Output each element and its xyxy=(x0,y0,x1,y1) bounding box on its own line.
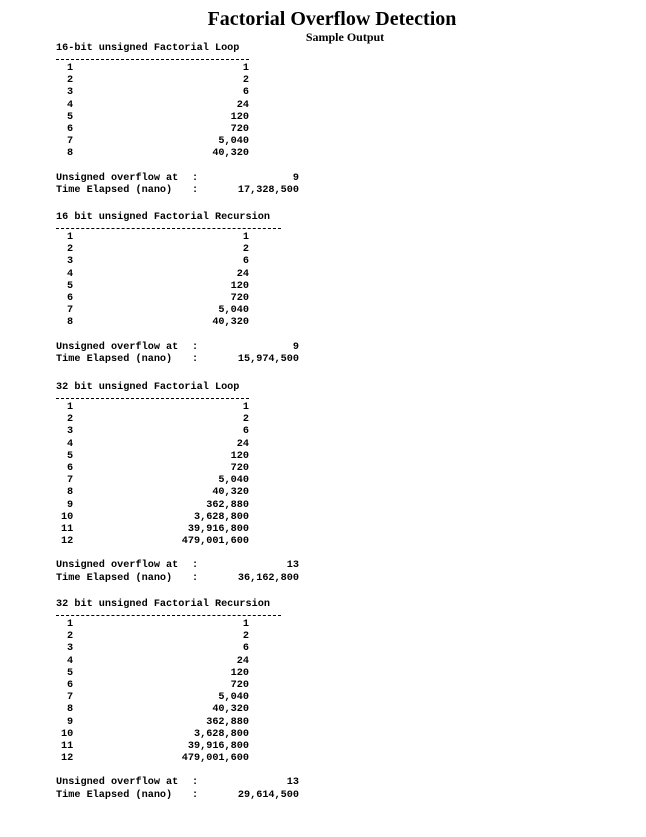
factorial-value: 2 xyxy=(242,75,249,87)
row-index: 2 xyxy=(67,631,74,643)
row-index: 2 xyxy=(67,414,74,426)
overflow-at-row xyxy=(56,560,306,572)
row-index: 1 xyxy=(67,232,74,243)
factorial-value: 3,628,800 xyxy=(193,511,249,523)
row-index: 4 xyxy=(67,655,74,667)
output-section xyxy=(56,212,306,366)
row-index: 5 xyxy=(67,280,74,292)
row-index: 8 xyxy=(67,487,74,499)
table-row xyxy=(56,451,306,463)
factorial-value: 24 xyxy=(236,438,249,450)
table-row xyxy=(56,741,306,753)
table-row xyxy=(56,63,306,75)
colon-separator: : xyxy=(192,572,199,584)
overflow-value: 9 xyxy=(292,172,299,184)
dashed-divider xyxy=(56,228,281,229)
table-row xyxy=(56,426,306,438)
table-row xyxy=(56,692,306,704)
row-index: 4 xyxy=(67,268,74,280)
overflow-at-row xyxy=(56,342,306,354)
factorial-value: 120 xyxy=(230,280,249,292)
factorial-value: 40,320 xyxy=(212,317,249,329)
time-elapsed-row xyxy=(56,790,306,802)
table-row xyxy=(56,680,306,692)
colon-separator: : xyxy=(192,353,199,365)
section-title: 32 bit unsigned Factorial Loop xyxy=(56,382,240,393)
time-label: Time Elapsed (nano) xyxy=(56,789,173,801)
factorial-value: 5,040 xyxy=(218,305,249,317)
colon-separator: : xyxy=(192,341,199,353)
table-row xyxy=(56,293,306,305)
row-index: 8 xyxy=(67,148,74,160)
summary-block xyxy=(56,342,306,367)
factorial-value: 5,040 xyxy=(218,136,249,148)
row-index: 1 xyxy=(67,63,74,74)
row-index: 7 xyxy=(67,136,74,148)
row-index: 11 xyxy=(61,523,74,535)
table-row xyxy=(56,463,306,475)
factorial-value: 24 xyxy=(236,655,249,667)
time-value: 17,328,500 xyxy=(237,184,299,196)
factorial-value: 120 xyxy=(230,450,249,462)
row-index: 6 xyxy=(67,679,74,691)
table-row xyxy=(56,232,306,244)
row-index: 1 xyxy=(67,619,74,630)
overflow-label: Unsigned overflow at xyxy=(56,172,179,184)
document-subtitle: Sample Output xyxy=(305,30,385,44)
time-label: Time Elapsed (nano) xyxy=(56,353,173,365)
table-row xyxy=(56,439,306,451)
row-index: 2 xyxy=(67,244,74,256)
table-row xyxy=(56,475,306,487)
row-index: 7 xyxy=(67,475,74,487)
overflow-label: Unsigned overflow at xyxy=(56,341,179,353)
factorial-value: 6 xyxy=(242,643,249,655)
dashed-divider xyxy=(56,615,281,616)
table-row xyxy=(56,500,306,512)
table-row xyxy=(56,512,306,524)
factorial-value: 720 xyxy=(230,679,249,691)
table-row xyxy=(56,524,306,536)
overflow-value: 13 xyxy=(286,777,299,789)
table-row xyxy=(56,536,306,548)
factorial-table xyxy=(56,619,306,765)
factorial-value: 1 xyxy=(242,232,249,243)
overflow-at-row xyxy=(56,777,306,789)
table-row xyxy=(56,704,306,716)
row-index: 4 xyxy=(67,438,74,450)
factorial-value: 40,320 xyxy=(212,487,249,499)
factorial-value: 720 xyxy=(230,292,249,304)
table-row xyxy=(56,124,306,136)
row-index: 5 xyxy=(67,450,74,462)
table-row xyxy=(56,305,306,317)
row-index: 9 xyxy=(67,716,74,728)
table-row xyxy=(56,87,306,99)
table-row xyxy=(56,656,306,668)
table-row xyxy=(56,100,306,112)
table-row xyxy=(56,753,306,765)
factorial-value: 5,040 xyxy=(218,692,249,704)
factorial-table xyxy=(56,402,306,548)
overflow-label: Unsigned overflow at xyxy=(56,560,179,572)
output-section xyxy=(56,599,306,802)
dashed-divider xyxy=(56,59,249,60)
row-index: 7 xyxy=(67,692,74,704)
summary-block xyxy=(56,777,306,802)
overflow-label: Unsigned overflow at xyxy=(56,777,179,789)
time-label: Time Elapsed (nano) xyxy=(56,572,173,584)
row-index: 11 xyxy=(61,740,74,752)
colon-separator: : xyxy=(192,560,199,572)
output-section xyxy=(56,43,306,197)
row-index: 8 xyxy=(67,317,74,329)
time-elapsed-row xyxy=(56,573,306,585)
row-index: 8 xyxy=(67,704,74,716)
factorial-value: 1 xyxy=(242,619,249,630)
row-index: 3 xyxy=(67,256,74,268)
colon-separator: : xyxy=(192,184,199,196)
factorial-value: 120 xyxy=(230,111,249,123)
time-value: 29,614,500 xyxy=(237,789,299,801)
row-index: 7 xyxy=(67,305,74,317)
time-value: 15,974,500 xyxy=(237,353,299,365)
row-index: 5 xyxy=(67,667,74,679)
table-row xyxy=(56,281,306,293)
section-title: 32 bit unsigned Factorial Recursion xyxy=(56,599,270,610)
overflow-value: 9 xyxy=(292,341,299,353)
overflow-at-row xyxy=(56,173,306,185)
table-row xyxy=(56,619,306,631)
section-title: 16 bit unsigned Factorial Recursion xyxy=(56,212,270,223)
factorial-value: 5,040 xyxy=(218,475,249,487)
row-index: 3 xyxy=(67,87,74,99)
section-title: 16-bit unsigned Factorial Loop xyxy=(56,43,240,54)
table-row xyxy=(56,256,306,268)
time-label: Time Elapsed (nano) xyxy=(56,184,173,196)
dashed-divider xyxy=(56,398,249,399)
document-title: Factorial Overflow Detection xyxy=(207,8,457,30)
factorial-value: 40,320 xyxy=(212,148,249,160)
table-row xyxy=(56,148,306,160)
table-row xyxy=(56,668,306,680)
table-row xyxy=(56,717,306,729)
factorial-value: 6 xyxy=(242,256,249,268)
factorial-value: 720 xyxy=(230,462,249,474)
factorial-value: 24 xyxy=(236,268,249,280)
factorial-value: 40,320 xyxy=(212,704,249,716)
factorial-value: 479,001,600 xyxy=(181,536,249,548)
table-row xyxy=(56,244,306,256)
table-row xyxy=(56,317,306,329)
table-row xyxy=(56,402,306,414)
factorial-value: 39,916,800 xyxy=(187,523,249,535)
row-index: 12 xyxy=(61,536,74,548)
summary-block xyxy=(56,560,306,585)
time-value: 36,162,800 xyxy=(237,572,299,584)
row-index: 9 xyxy=(67,499,74,511)
table-row xyxy=(56,136,306,148)
table-row xyxy=(56,729,306,741)
colon-separator: : xyxy=(192,172,199,184)
factorial-value: 2 xyxy=(242,631,249,643)
factorial-value: 479,001,600 xyxy=(181,753,249,765)
row-index: 1 xyxy=(67,402,74,413)
factorial-value: 3,628,800 xyxy=(193,728,249,740)
table-row xyxy=(56,643,306,655)
factorial-value: 6 xyxy=(242,426,249,438)
table-row xyxy=(56,487,306,499)
colon-separator: : xyxy=(192,789,199,801)
factorial-value: 6 xyxy=(242,87,249,99)
row-index: 10 xyxy=(61,728,74,740)
row-index: 6 xyxy=(67,462,74,474)
factorial-value: 39,916,800 xyxy=(187,740,249,752)
factorial-value: 720 xyxy=(230,123,249,135)
row-index: 3 xyxy=(67,426,74,438)
factorial-value: 2 xyxy=(242,244,249,256)
row-index: 4 xyxy=(67,99,74,111)
factorial-value: 120 xyxy=(230,667,249,679)
row-index: 3 xyxy=(67,643,74,655)
table-row xyxy=(56,414,306,426)
row-index: 5 xyxy=(67,111,74,123)
output-section xyxy=(56,382,306,585)
row-index: 12 xyxy=(61,753,74,765)
row-index: 10 xyxy=(61,511,74,523)
colon-separator: : xyxy=(192,777,199,789)
factorial-table xyxy=(56,63,306,161)
time-elapsed-row xyxy=(56,354,306,366)
row-index: 2 xyxy=(67,75,74,87)
factorial-table xyxy=(56,232,306,330)
factorial-value: 362,880 xyxy=(206,499,249,511)
table-row xyxy=(56,75,306,87)
summary-block xyxy=(56,173,306,198)
row-index: 6 xyxy=(67,292,74,304)
table-row xyxy=(56,631,306,643)
overflow-value: 13 xyxy=(286,560,299,572)
factorial-value: 2 xyxy=(242,414,249,426)
time-elapsed-row xyxy=(56,185,306,197)
row-index: 6 xyxy=(67,123,74,135)
factorial-value: 24 xyxy=(236,99,249,111)
table-row xyxy=(56,112,306,124)
factorial-value: 1 xyxy=(242,63,249,74)
factorial-value: 362,880 xyxy=(206,716,249,728)
table-row xyxy=(56,269,306,281)
factorial-value: 1 xyxy=(242,402,249,413)
